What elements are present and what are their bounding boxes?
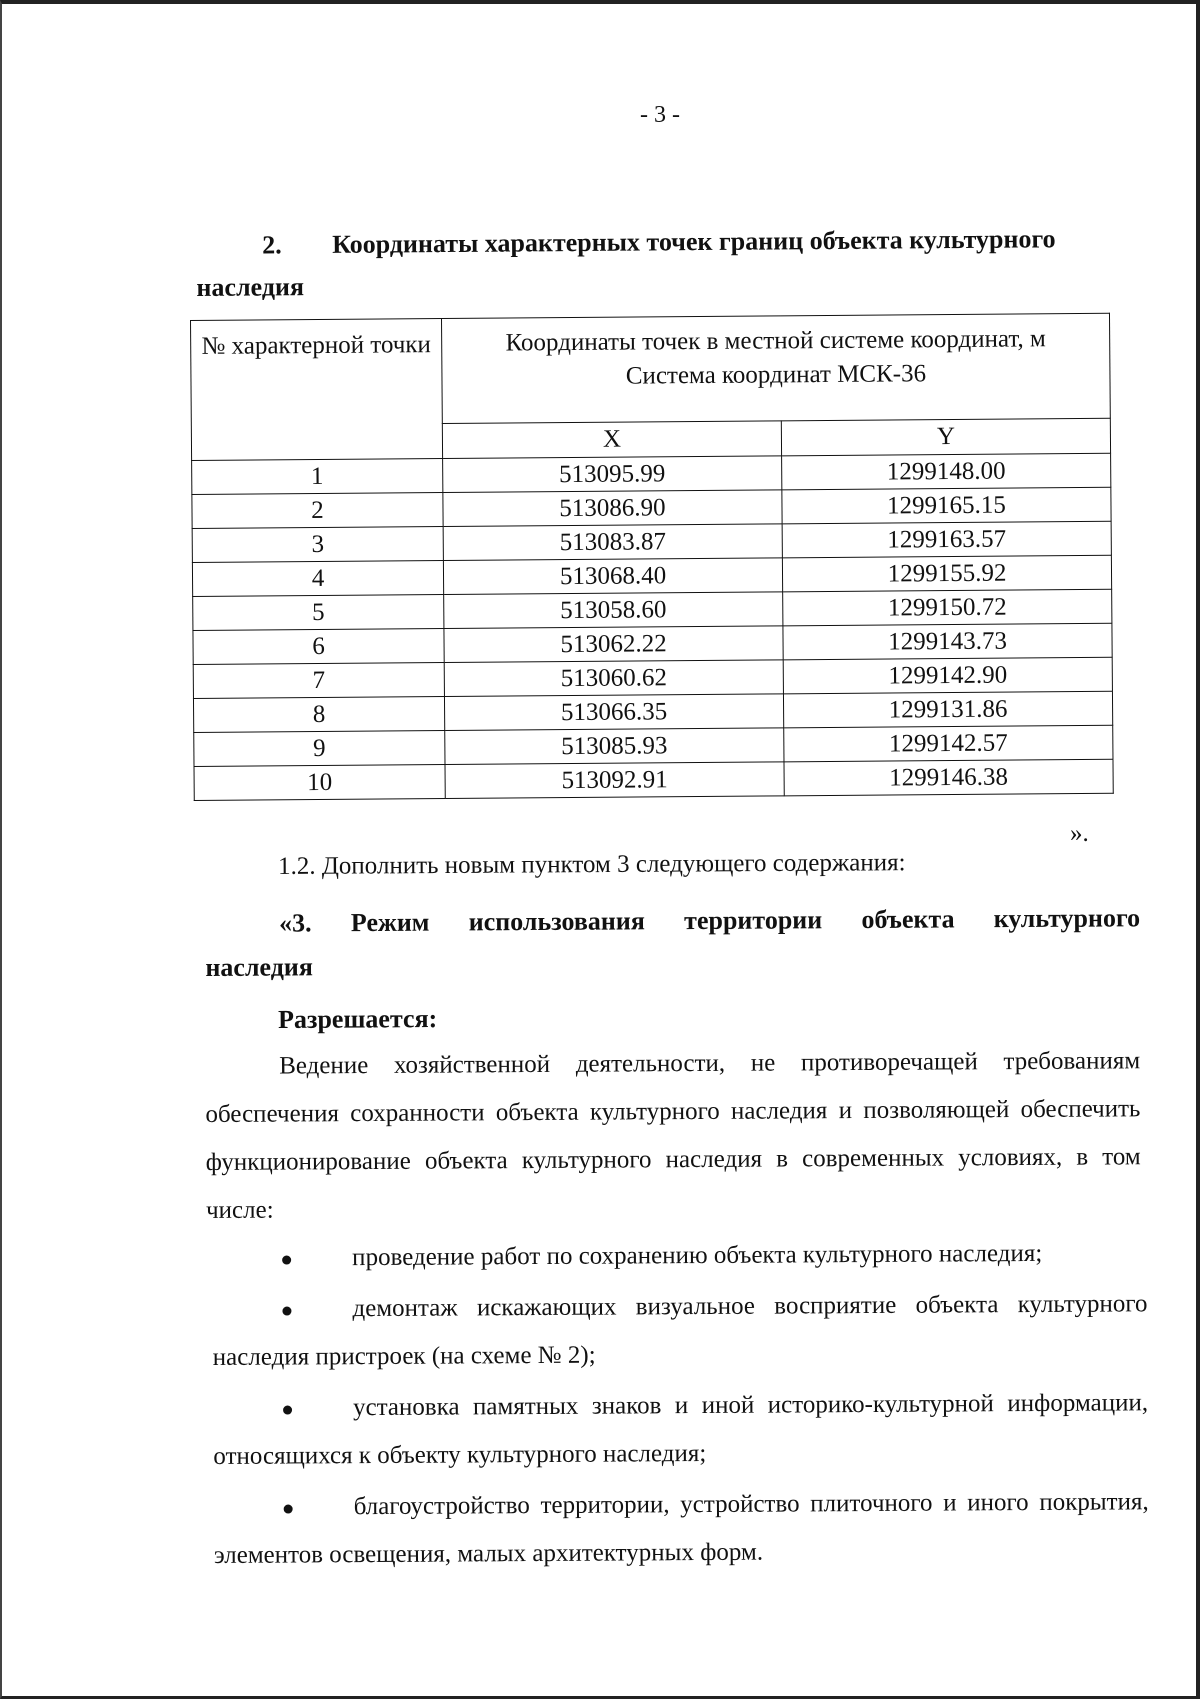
list-item: [213, 1379, 1149, 1481]
list-item: [214, 1478, 1150, 1580]
table-row: [194, 759, 1113, 800]
amendment-line: 1.2. Дополнить новым пунктом 3 следующего содержания:: [278, 849, 906, 880]
section-3-heading-word: Режим: [350, 907, 430, 938]
coord-x-cell: 513092.91: [445, 762, 784, 799]
section-3-heading-word: территории: [684, 905, 823, 936]
coord-x-cell: 513086.90: [443, 490, 782, 527]
coord-y-cell: 1299150.72: [783, 589, 1112, 626]
list-item-text: благоустройство территории, устройство плиточного и иного покрытия, элементов освещения, малых архитектурных форм.: [213, 1488, 1149, 1569]
coord-x-cell: 513060.62: [444, 660, 783, 697]
coord-x-cell: 513062.22: [444, 626, 783, 663]
page-number: - 3 -: [640, 102, 680, 128]
coord-y-cell: 1299148.00: [782, 453, 1111, 490]
coord-y-cell: 1299146.38: [784, 759, 1113, 796]
coord-y-cell: 1299163.57: [782, 521, 1111, 558]
list-item-text: установка памятных знаков и иной историко-культурной информации, относящихся к объекту культурного наследия;: [213, 1389, 1149, 1470]
coordinates-table: [190, 313, 1114, 801]
coord-x-cell: 513058.60: [444, 592, 783, 629]
list-item: [212, 1280, 1148, 1382]
list-item-text: демонтаж искажающих визуальное восприятие объекта культурного наследия пристроек (на схеме № 2);: [212, 1290, 1148, 1371]
bullet-icon: [282, 1307, 291, 1316]
allowed-activities-list: [212, 1229, 1149, 1583]
point-number-cell: 3: [192, 527, 443, 563]
section-2-heading: [196, 218, 1137, 309]
bullet-icon: [282, 1256, 291, 1265]
coord-y-cell: 1299143.73: [783, 623, 1112, 660]
header-y: Y: [781, 418, 1110, 456]
section-3-heading: [205, 896, 1141, 990]
coord-y-cell: 1299155.92: [782, 555, 1111, 592]
point-number-cell: 10: [194, 765, 445, 801]
coord-y-cell: 1299142.90: [783, 657, 1112, 694]
point-number-cell: 8: [193, 697, 444, 733]
header-x: X: [442, 421, 781, 459]
point-number-cell: 6: [193, 629, 444, 665]
coord-y-cell: 1299165.15: [782, 487, 1111, 524]
point-number-cell: 2: [192, 493, 443, 529]
section-3-heading-word: объекта: [861, 904, 955, 934]
section-3-heading-line2: наследия: [205, 952, 314, 982]
coord-y-cell: 1299142.57: [784, 725, 1113, 762]
closing-quote: ».: [1070, 820, 1089, 847]
list-item-text: проведение работ по сохранению объекта культурного наследия;: [352, 1239, 1043, 1272]
header-point-number: [191, 319, 443, 461]
bullet-icon: [284, 1505, 293, 1514]
main-paragraph: Ведение хозяйственной деятельности, не противоречащей требованиям обеспечения сохранности объекта культурного наследия и позволяющей обеспечить функционирование объекта культурного наследия в современных условиях, в том числе:: [205, 1047, 1141, 1224]
header-point-label: № характерной точки: [201, 331, 431, 360]
section-3-heading-line1: [205, 896, 1140, 946]
point-number-cell: 4: [192, 561, 443, 597]
section-2-number: 2.: [262, 230, 282, 260]
bullet-icon: [283, 1406, 292, 1415]
point-number-cell: 7: [193, 663, 444, 699]
coord-x-cell: 513095.99: [443, 456, 782, 493]
coord-x-cell: 513068.40: [443, 558, 782, 595]
coord-x-cell: 513066.35: [444, 694, 783, 731]
coord-x-cell: 513085.93: [445, 728, 784, 765]
header-coordinates-line2: Система координат МСК-36: [625, 360, 927, 390]
section-3-heading-word: культурного: [993, 903, 1141, 934]
list-item: [212, 1229, 1147, 1283]
point-number-cell: 5: [193, 595, 444, 631]
section-3-heading-word: использования: [468, 906, 645, 937]
point-number-cell: 1: [192, 459, 443, 495]
coord-x-cell: 513083.87: [443, 524, 782, 561]
header-coordinates-line1: Координаты точек в местной системе координат, м: [505, 325, 1046, 357]
allowed-label: Разрешается:: [278, 1004, 438, 1034]
section-3-heading-word: «3.: [279, 908, 312, 938]
section-2-title: Координаты характерных точек границ объекта культурного наследия: [196, 224, 1056, 302]
header-coordinates: [441, 313, 1110, 423]
point-number-cell: 9: [194, 731, 445, 767]
coord-y-cell: 1299131.86: [783, 691, 1112, 728]
